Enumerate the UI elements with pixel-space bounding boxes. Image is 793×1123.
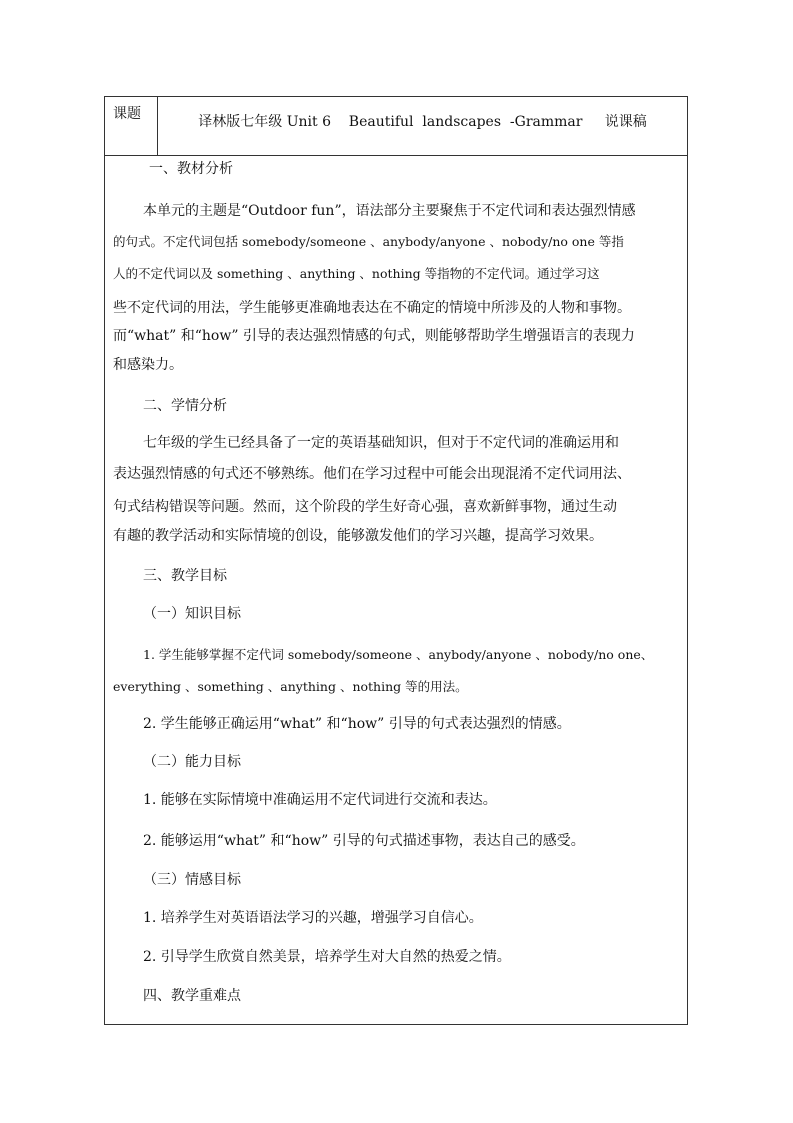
table-body	[105, 156, 687, 1024]
list-item: everything 、something 、anything 、nothing 等的用法。	[113, 679, 468, 694]
subheading-knowledge-goals: （一）知识目标	[143, 606, 241, 622]
header-label-cell	[105, 97, 158, 155]
lesson-title: 译林版七年级 Unit 6 Beautiful landscapes -Grammar 说课稿	[198, 114, 647, 130]
paragraph-line: 些不定代词的用法，学生能够更准确地表达在不确定的情境中所涉及的人物和事物。	[113, 300, 631, 316]
header-label: 课题	[113, 106, 141, 122]
list-item: 1. 培养学生对英语语法学习的兴趣，增强学习自信心。	[143, 910, 483, 926]
paragraph-line: 表达强烈情感的句式还不够熟练。他们在学习过程中可能会出现混淆不定代词用法、	[113, 466, 631, 482]
paragraph-line: 的句式。不定代词包括 somebody/someone 、anybody/anyone 、nobody/no one 等指	[113, 234, 624, 249]
paragraph-line: 人的不定代词以及 something 、anything 、nothing 等指物的不定代词。通过学习这	[113, 266, 600, 281]
list-item: 2. 能够运用“what” 和“how” 引导的句式描述事物，表达自己的感受。	[143, 833, 585, 849]
paragraph-line: 而“what” 和“how” 引导的表达强烈情感的句式，则能够帮助学生增强语言的表现力	[113, 328, 635, 344]
section-heading-student-analysis: 二、学情分析	[143, 398, 227, 414]
paragraph-line: 本单元的主题是“Outdoor fun”，语法部分主要聚焦于不定代词和表达强烈情感	[143, 203, 636, 219]
list-item: 2. 学生能够正确运用“what” 和“how” 引导的句式表达强烈的情感。	[143, 716, 571, 732]
section-heading-key-difficulties: 四、教学重难点	[143, 988, 241, 1004]
list-item: 1. 能够在实际情境中准确运用不定代词进行交流和表达。	[143, 792, 497, 808]
list-item: 2. 引导学生欣赏自然美景，培养学生对大自然的热爱之情。	[143, 949, 511, 965]
section-heading-textbook-analysis: 一、教材分析	[149, 161, 233, 177]
paragraph-line: 句式结构错误等问题。然而，这个阶段的学生好奇心强，喜欢新鲜事物，通过生动	[113, 499, 617, 515]
paragraph-line: 有趣的教学活动和实际情境的创设，能够激发他们的学习兴趣，提高学习效果。	[113, 528, 603, 544]
paragraph-line: 七年级的学生已经具备了一定的英语基础知识，但对于不定代词的准确运用和	[143, 435, 619, 451]
subheading-emotional-goals: （三）情感目标	[143, 872, 241, 888]
list-item: 1. 学生能够掌握不定代词 somebody/someone 、anybody/anyone 、nobody/no one、	[143, 647, 654, 662]
header-row	[105, 97, 687, 156]
subheading-ability-goals: （二）能力目标	[143, 754, 241, 770]
section-heading-teaching-goals: 三、教学目标	[143, 568, 227, 584]
lesson-plan-table	[104, 96, 688, 1025]
paragraph-line: 和感染力。	[113, 357, 183, 373]
